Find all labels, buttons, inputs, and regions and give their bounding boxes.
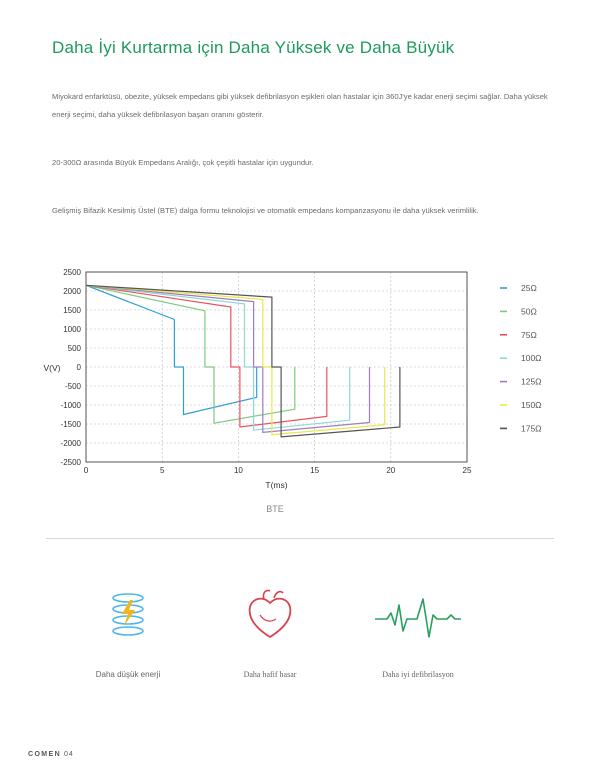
x-axis-label: T(ms) [265,480,288,490]
legend-label: 175Ω [521,423,542,434]
y-tick-label: 1000 [63,325,81,334]
heart-icon [240,585,300,645]
page-number: 04 [64,751,74,758]
brand-logo: COMEN [28,751,62,758]
x-tick-label: 0 [83,466,89,475]
paragraph-energy: Miyokard enfarktüsü, obezite, yüksek empedans gibi yüksek defibrilasyon eşikleri olan hastalar için 360J'ye kadar enerji seçimi sağlar. Daha yüksek enerji seçimi, daha yüksek defibrilasyon başarı oranını gösterir. [52,92,548,119]
paragraph-impedance: 20-300Ω arasında Büyük Empedans Aralığı, çok çeşitli hastalar için uygundur. [52,158,314,167]
feature-label: Daha iyi defibrilasyon [382,670,454,679]
x-tick-label: 25 [462,466,472,475]
y-axis-label: V(V) [43,363,61,373]
feature-better-defibrillation [358,585,478,679]
y-tick-label: -1500 [60,420,81,429]
legend-label: 75Ω [521,329,537,340]
series-line [86,285,385,434]
y-tick-label: 2500 [63,268,81,277]
legend-label: 25Ω [521,283,537,293]
y-tick-label: 1500 [63,306,81,315]
y-tick-label: 2000 [63,287,81,296]
ecg-icon [373,585,463,645]
legend-label: 150Ω [521,400,542,410]
legend-label: 50Ω [521,306,537,317]
series-line [86,285,350,430]
series-line [86,285,327,427]
y-tick-label: -2000 [60,439,81,448]
x-tick-label: 15 [310,466,320,475]
y-tick-label: -1000 [60,401,81,410]
x-tick-label: 20 [386,466,396,475]
chart-caption: BTE [266,504,284,514]
y-tick-label: 500 [67,344,81,353]
series-line [86,285,400,437]
y-tick-label: 0 [76,363,81,372]
page-title: Daha İyi Kurtarma için Daha Yüksek ve Daha Büyük [52,38,455,57]
legend-label: 125Ω [521,376,542,387]
feature-label: Daha hafif hasar [243,670,297,679]
feature-label: Daha düşük enerji [95,670,161,679]
x-tick-label: 5 [159,466,165,475]
section-divider [46,538,554,539]
y-tick-label: -2500 [60,458,81,467]
legend-label: 100Ω [521,353,542,364]
feature-less-damage [210,585,330,679]
series-line [86,285,295,423]
y-tick-label: -500 [64,382,81,391]
x-tick-label: 10 [233,466,243,475]
feature-lower-energy [68,585,188,679]
footer [28,751,74,758]
bte-waveform-chart [0,260,600,525]
paragraph-waveform: Gelişmiş Bifazik Kesilmiş Üstel (BTE) dalga formu teknolojisi ve otomatik empedans kompanzasyonu ile daha yüksek verimlilik. [52,206,479,215]
lightning-coil-icon [98,585,158,645]
